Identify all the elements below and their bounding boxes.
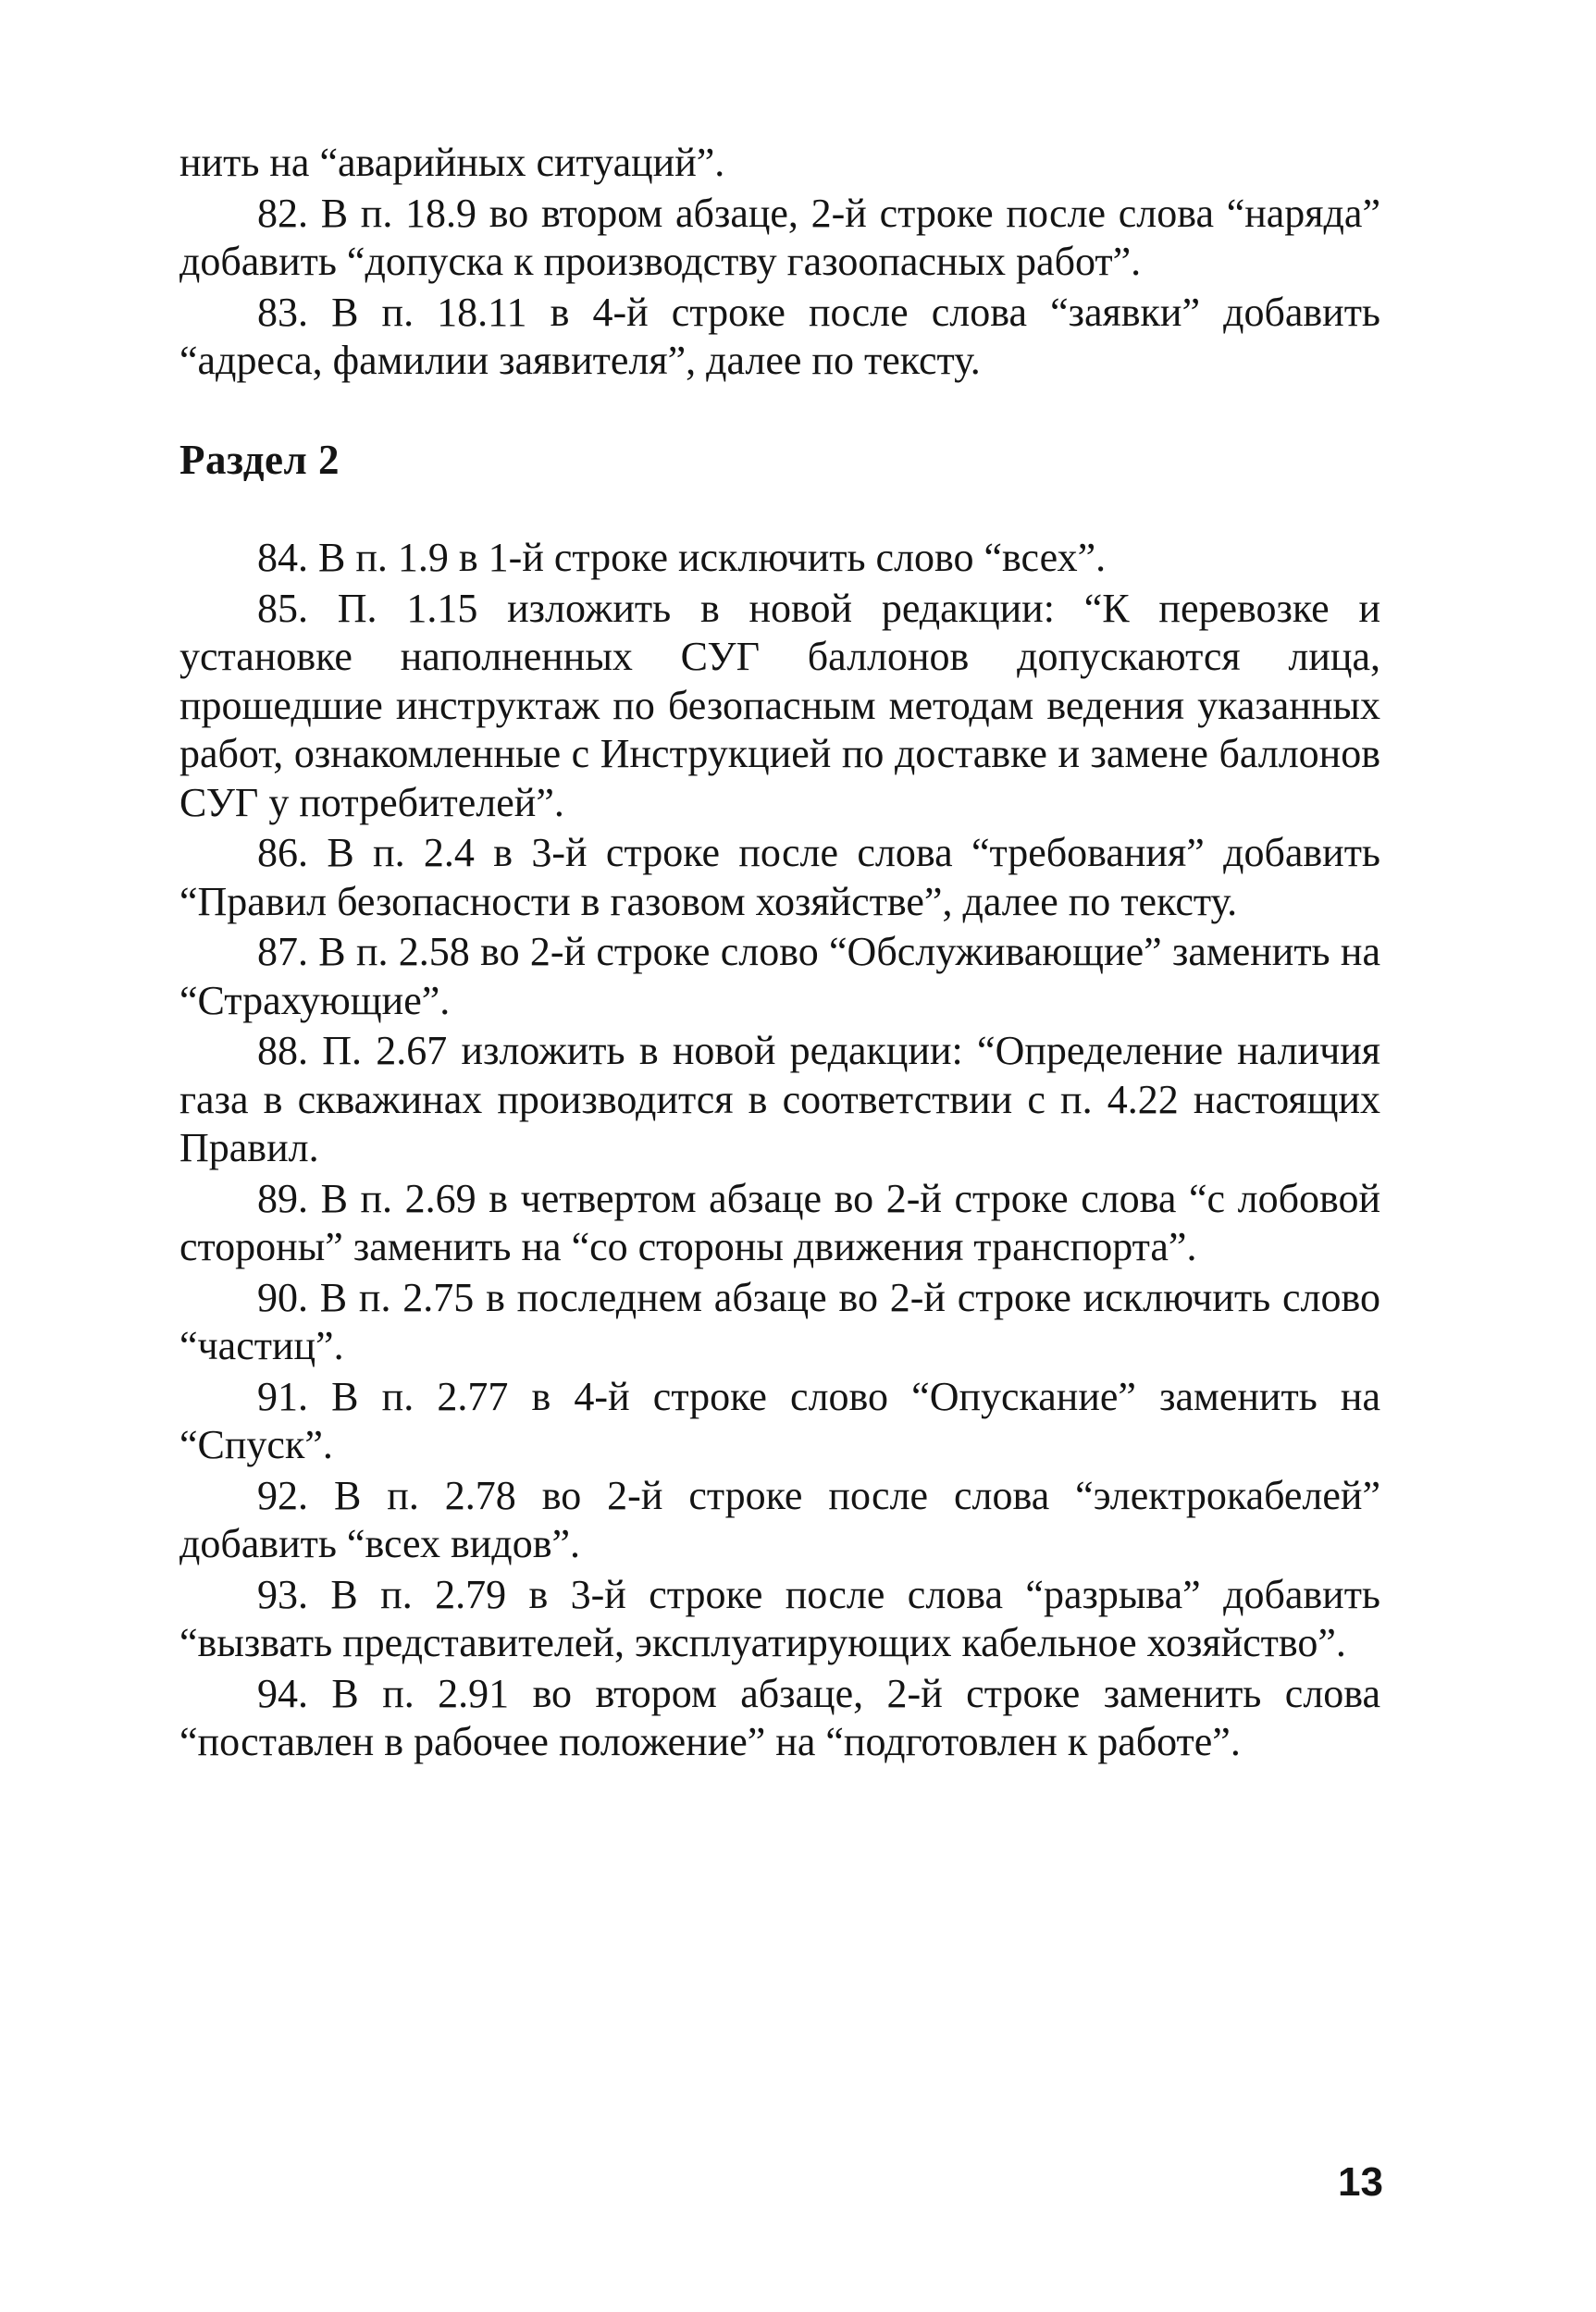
item-89: 89. В п. 2.69 в четвертом абзаце во 2-й строке слова “с лобовой стороны” заменить на “со стороны движения транспорта”. <box>179 1175 1380 1269</box>
section-title: Раздел 2 <box>179 436 340 483</box>
item-83: 83. В п. 18.11 в 4-й строке после слова “заявки” добавить “адреса, фамилии заявителя”, далее по тексту. <box>179 289 1380 383</box>
continuation-line: нить на “аварийных ситуаций”. <box>179 140 725 185</box>
page-number: 13 <box>1338 2159 1383 2205</box>
item-92: 92. В п. 2.78 во 2-й строке после слова “электрокабелей” добавить “всех видов”. <box>179 1472 1380 1566</box>
item-85: 85. П. 1.15 изложить в новой редакции: “К перевозке и установке наполненных СУГ баллонов допускаются лица, прошедшие инструктаж по безопасным методам ведения указанных работ, ознакомленные с Инструкцией по доставке и замене баллонов СУГ у потребителей”. <box>179 585 1380 825</box>
item-87: 87. В п. 2.58 во 2-й строке слово “Обслуживающие” заменить на “Страхующие”. <box>179 929 1380 1023</box>
item-84: 84. В п. 1.9 в 1-й строке исключить слово “всех”. <box>257 535 1107 580</box>
item-91: 91. В п. 2.77 в 4-й строке слово “Опускание” заменить на “Спуск”. <box>179 1373 1380 1467</box>
item-82: 82. В п. 18.9 во втором абзаце, 2-й строке после слова “наряда” добавить “допуска к производству газоопасных работ”. <box>179 190 1380 284</box>
item-86: 86. В п. 2.4 в 3-й строке после слова “требования” добавить “Правил безопасности в газовом хозяйстве”, далее по тексту. <box>179 830 1380 924</box>
item-90: 90. В п. 2.75 в последнем абзаце во 2-й строке исключить слово “частиц”. <box>179 1274 1380 1368</box>
item-94: 94. В п. 2.91 во втором абзаце, 2-й строке заменить слова “поставлен в рабочее положение” на “подготовлен к работе”. <box>179 1670 1380 1764</box>
item-88: 88. П. 2.67 изложить в новой редакции: “Определение наличия газа в скважинах производится в соответствии с п. 4.22 настоящих Правил. <box>179 1028 1380 1170</box>
document-body <box>179 139 1380 1769</box>
item-93: 93. В п. 2.79 в 3-й строке после слова “разрыва” добавить “вызвать представителей, эксплуатирующих кабельное хозяйство”. <box>179 1571 1380 1665</box>
